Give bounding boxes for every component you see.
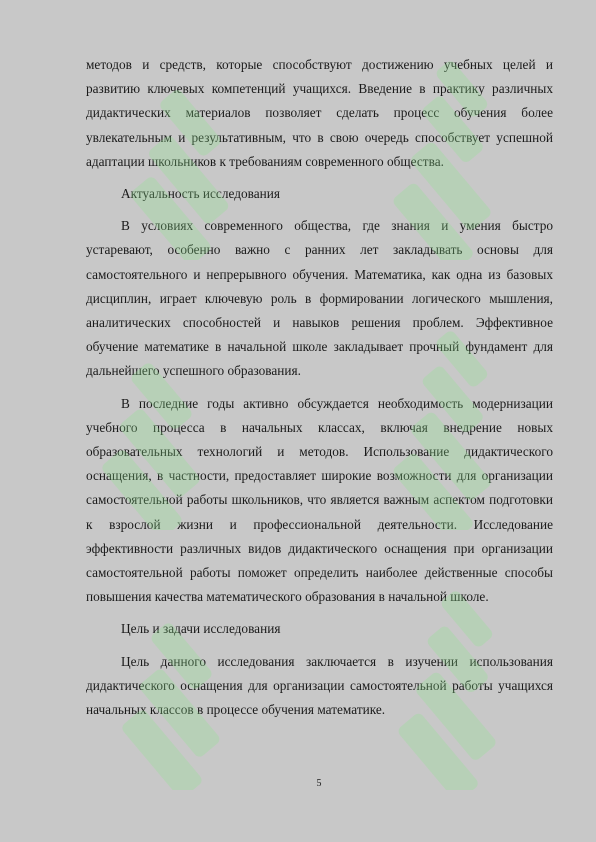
page-body [86,53,553,722]
paragraph-relevance-2: В последние годы активно обсуждается необходимость модернизации учебного процесса в начальных классах, включая внедрение новых образовательных технологий и методов. Использование дидактического оснащения, в частности, предоставляет широкие возможности для организации самостоятельной работы школьников, что является важным аспектом подготовки к взрослой жизни и профессиональной деятельности. Исследование эффективности различных видов дидактического оснащения при организации самостоятельной работы поможет определить наиболее действенные способы повышения качества математического образования в начальной школе. [86,395,553,605]
paragraph-goals: Цель данного исследования заключается в изучении использования дидактического оснащения для организации самостоятельной работы учащихся начальных классов в процессе обучения математике. [86,653,553,718]
page-number: 5 [316,778,322,789]
paragraph-continuation: методов и средств, которые способствуют достижению учебных целей и развитию ключевых компетенций учащихся. Введение в практику различных дидактических материалов позволяет сделать процесс обучения более увлекательным и результативным, что в свою очередь способствует успешной адаптации школьников к требованиям современного общества. [86,57,553,169]
paragraph-relevance-1: В условиях современного общества, где знания и умения быстро устаревают, особенно важно с ранних лет закладывать основы для самостоятельного и непрерывного обучения. Математика, как одна из базовых дисциплин, играет ключевую роль в формировании логического мышления, аналитических способностей и навыков решения проблем. Эффективное обучение математике в начальной школе закладывает прочный фундамент для дальнейшего успешного образования. [86,218,553,379]
section-heading-goals: Цель и задачи исследования [121,621,281,637]
section-heading-relevance: Актуальность исследования [121,186,280,202]
